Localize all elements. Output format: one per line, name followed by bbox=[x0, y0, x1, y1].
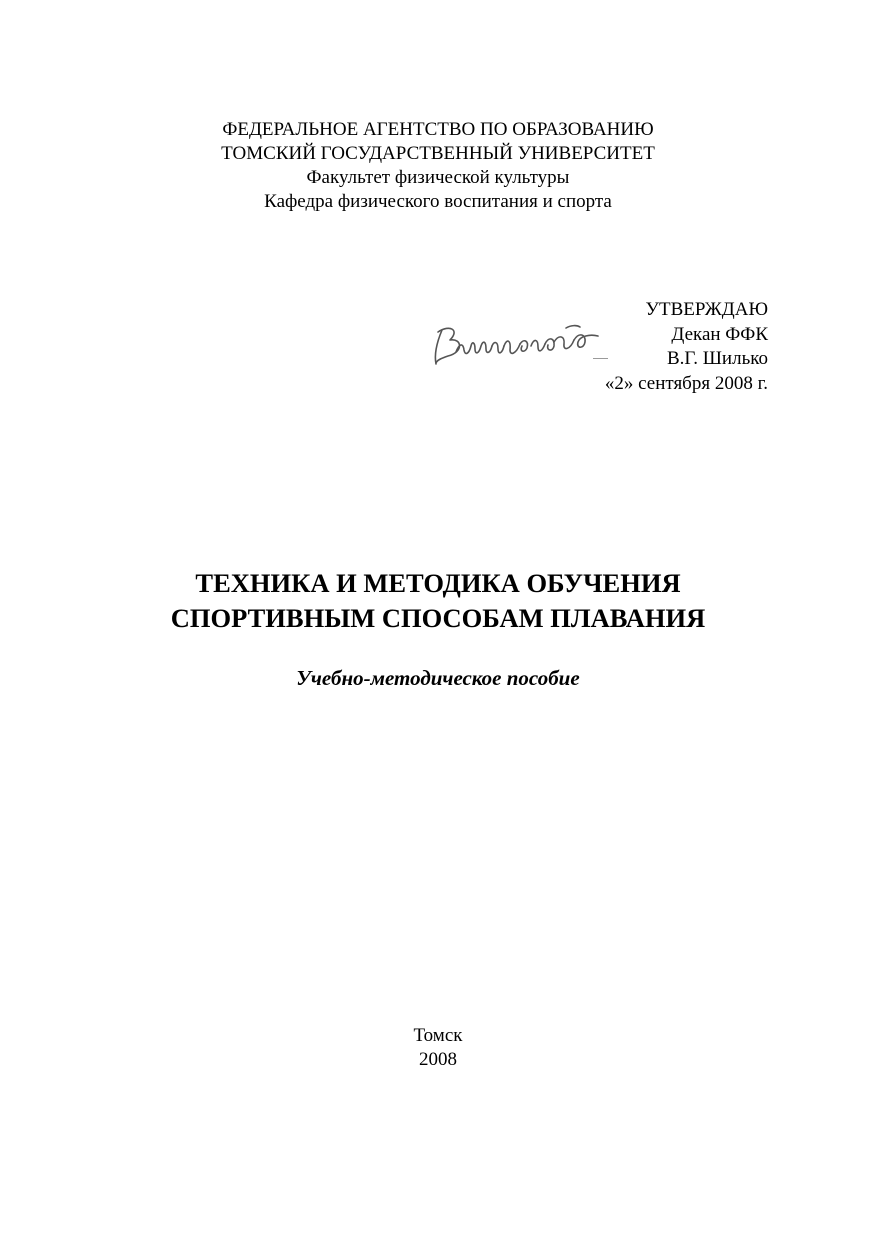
title-line-2: СПОРТИВНЫМ СПОСОБАМ ПЛАВАНИЯ bbox=[170, 603, 706, 633]
agency-name: ФЕДЕРАЛЬНОЕ АГЕНТСТВО ПО ОБРАЗОВАНИЮ bbox=[222, 119, 654, 140]
publication-city: Томск bbox=[413, 1025, 463, 1046]
approval-block bbox=[605, 298, 768, 396]
faculty-name: Факультет физической культуры bbox=[306, 167, 570, 188]
institution-header bbox=[0, 118, 876, 214]
handwritten-signature bbox=[428, 316, 613, 370]
approver-name: В.Г. Шилько bbox=[666, 348, 768, 369]
document-subtitle: Учебно-методическое пособие bbox=[296, 666, 580, 690]
publication-year: 2008 bbox=[419, 1049, 457, 1070]
approval-date: «2» сентября 2008 г. bbox=[604, 372, 768, 394]
title-line-1: ТЕХНИКА И МЕТОДИКА ОБУЧЕНИЯ bbox=[195, 568, 681, 598]
department-name: Кафедра физического воспитания и спорта bbox=[264, 191, 612, 212]
publication-footer bbox=[0, 1024, 876, 1072]
university-name: ТОМСКИЙ ГОСУДАРСТВЕННЫЙ УНИВЕРСИТЕТ bbox=[221, 143, 655, 164]
document-title bbox=[0, 566, 876, 636]
approver-position: Декан ФФК bbox=[671, 323, 768, 345]
signature-line bbox=[593, 358, 608, 359]
approval-heading: УТВЕРЖДАЮ bbox=[645, 299, 768, 320]
